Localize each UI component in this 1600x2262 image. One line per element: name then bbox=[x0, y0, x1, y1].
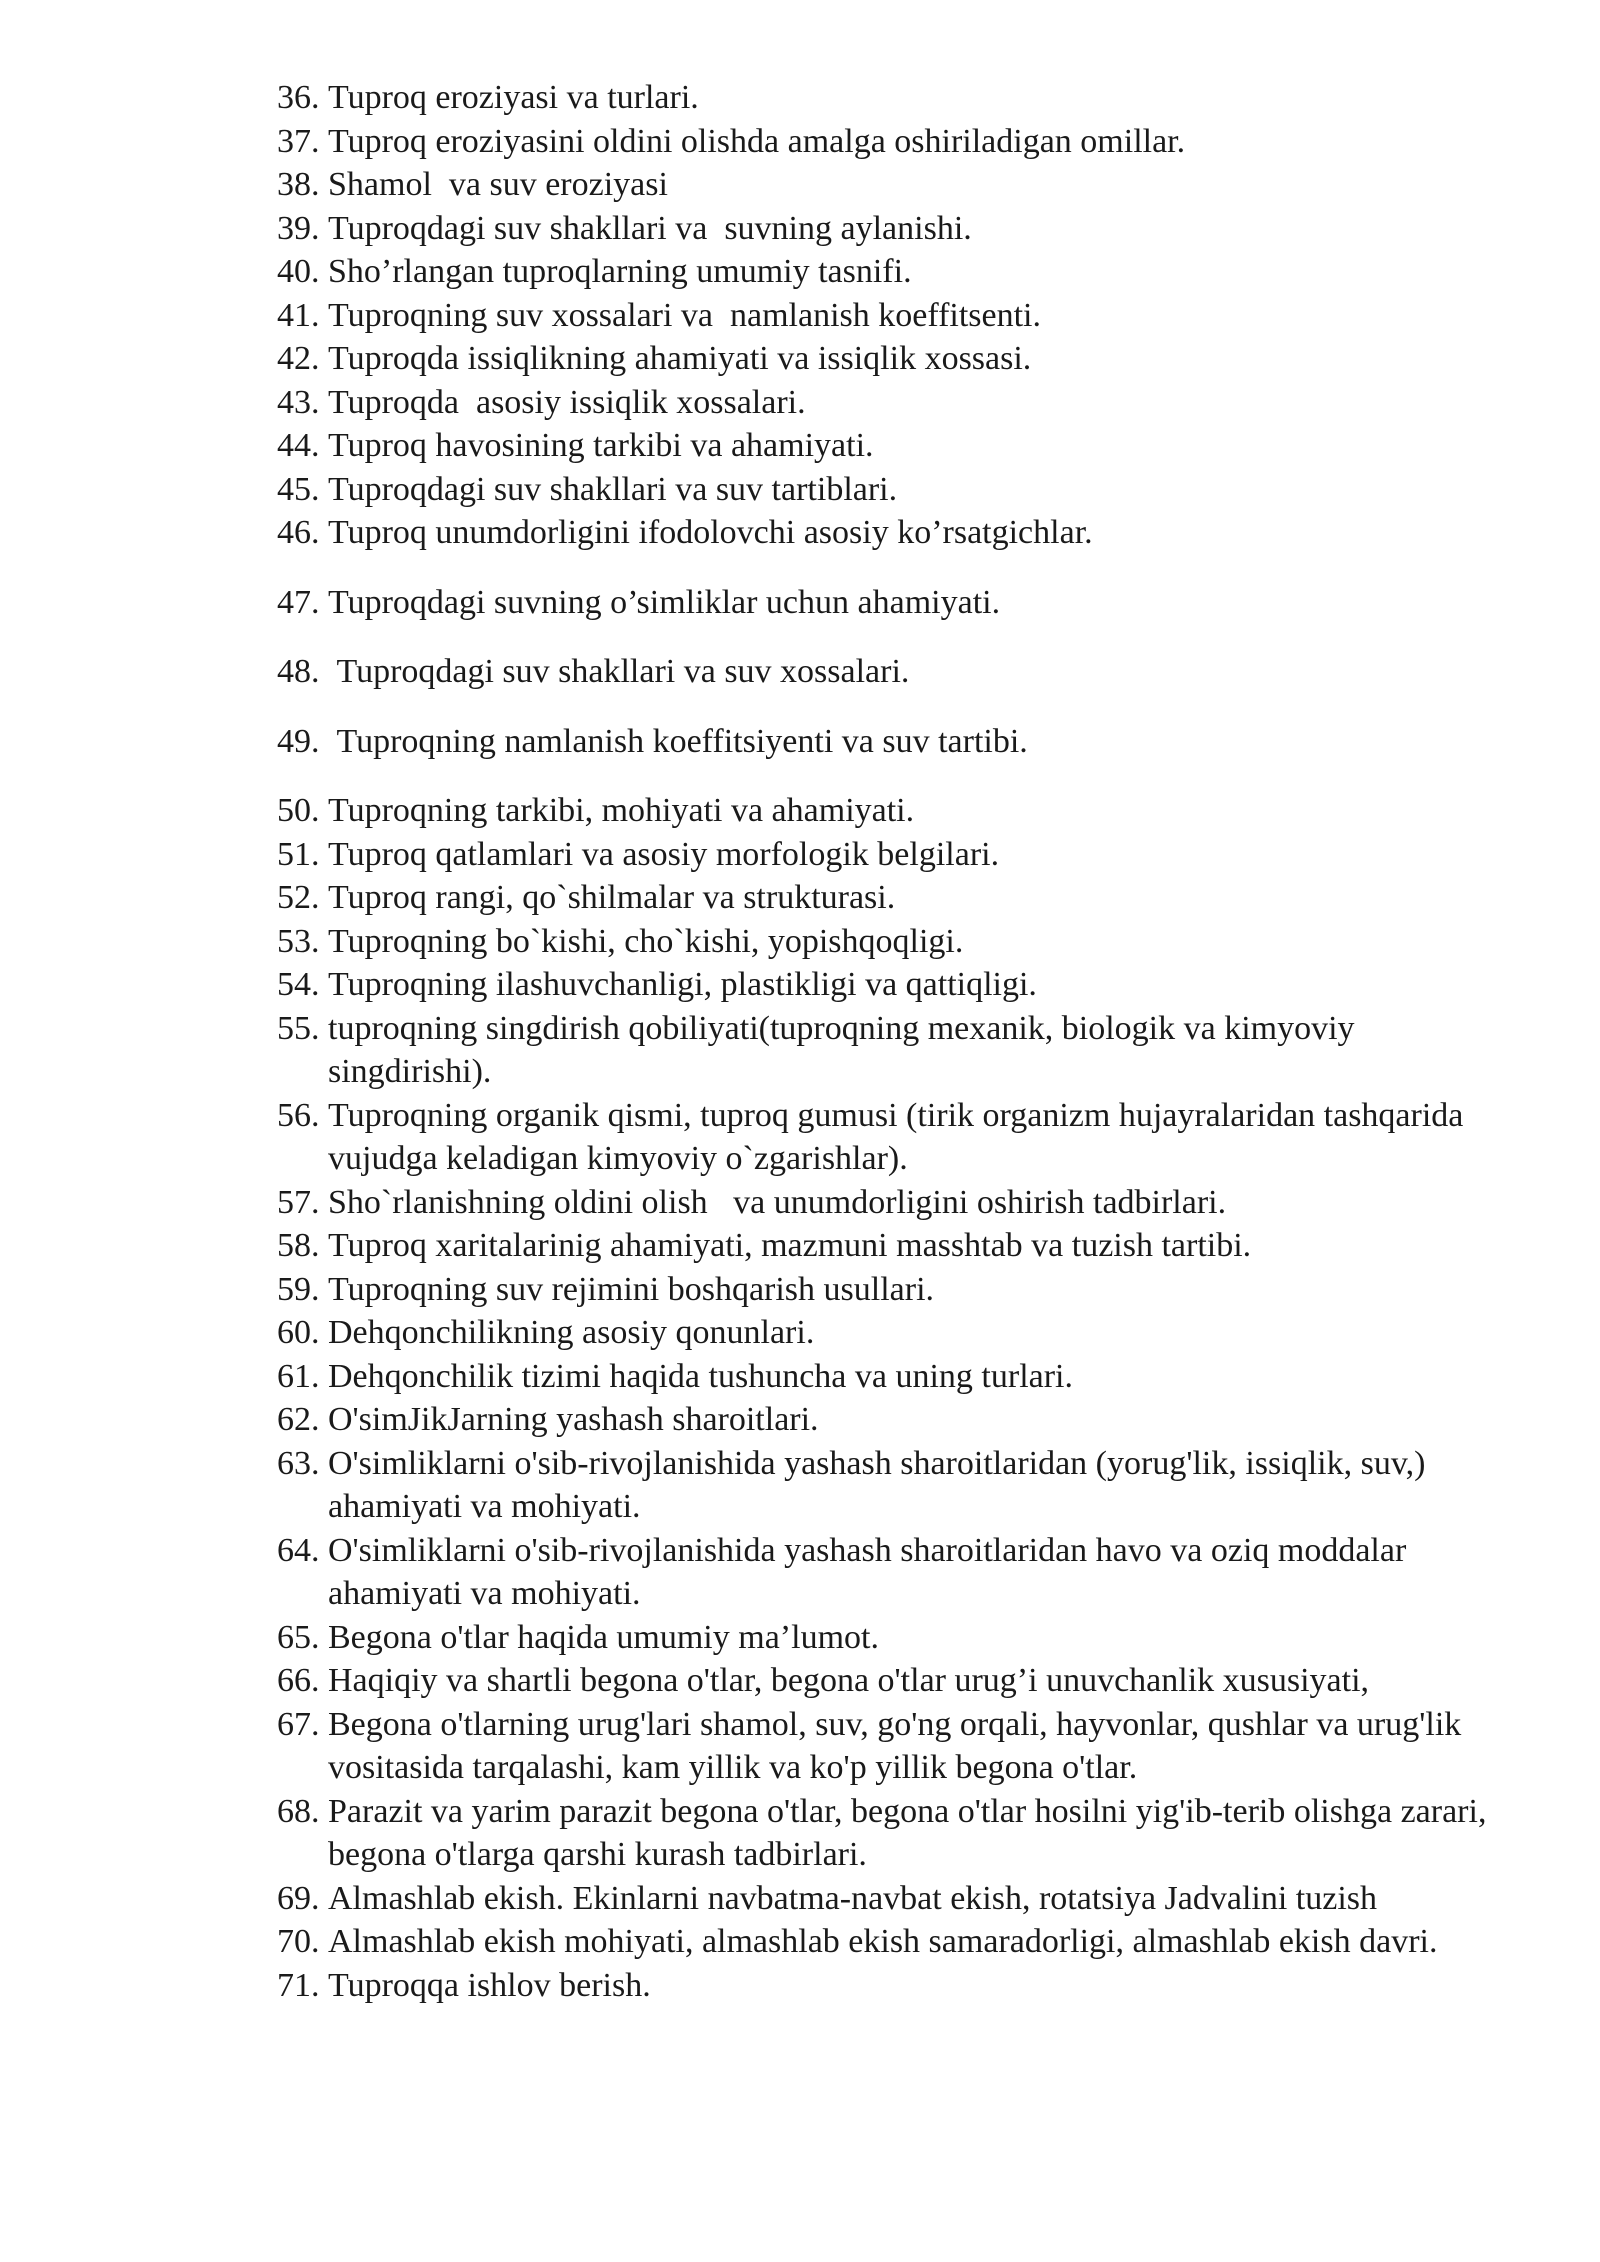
item-number: 62. bbox=[277, 1401, 320, 1438]
list-item bbox=[277, 1094, 1517, 1181]
item-number: 68. bbox=[277, 1792, 320, 1830]
item-number: 36. bbox=[277, 79, 320, 116]
item-text: O'simJikJarning yashash sharoitlari. bbox=[328, 1401, 819, 1438]
list-item bbox=[277, 1442, 1517, 1529]
item-text: O'simliklarni o'sib-rivojlanishida yashash sharoitlaridan (yorug'lik, issiqlik, suv,) ahamiyati va mohiyati. bbox=[328, 1444, 1434, 1525]
item-text: Dehqonchilikning asosiy qonunlari. bbox=[328, 1314, 815, 1351]
list-item bbox=[277, 207, 1517, 251]
item-text: Shamol va suv eroziyasi bbox=[328, 166, 668, 203]
list-item bbox=[277, 76, 1517, 120]
item-text: Tuproqqa ishlov berish. bbox=[328, 1966, 651, 2004]
list-item bbox=[277, 789, 1517, 833]
item-number: 50. bbox=[277, 792, 320, 829]
item-number: 66. bbox=[277, 1662, 320, 1699]
list-item bbox=[277, 1964, 1517, 2008]
list-item bbox=[277, 294, 1517, 338]
item-number: 40. bbox=[277, 253, 320, 290]
item-text: Begona o'tlarning urug'lari shamol, suv, go'ng orqali, hayvonlar, qushlar va urug'lik vositasida tarqalashi, kam yillik va ko'p yillik begona o'tlar. bbox=[328, 1705, 1470, 1786]
item-number: 57. bbox=[277, 1183, 320, 1221]
list-item bbox=[277, 1398, 1517, 1442]
item-text: Tuproq qatlamlari va asosiy morfologik belgilari. bbox=[328, 835, 1000, 873]
item-text: Tuproq eroziyasi va turlari. bbox=[328, 79, 699, 116]
item-number: 38. bbox=[277, 166, 320, 203]
item-text: Tuproq xaritalarinig ahamiyati, mazmuni masshtab va tuzish tartibi. bbox=[328, 1227, 1252, 1264]
list-item bbox=[277, 650, 1517, 694]
list-item bbox=[277, 720, 1517, 764]
item-number: 58. bbox=[277, 1227, 320, 1264]
item-text: Dehqonchilik tizimi haqida tushuncha va uning turlari. bbox=[328, 1357, 1073, 1395]
item-number: 37. bbox=[277, 122, 320, 160]
item-text: Tuproq rangi, qo`shilmalar va strukturasi. bbox=[328, 879, 896, 916]
item-text: Haqiqiy va shartli begona o'tlar, begona o'tlar urug’i unuvchanlik xususiyati, bbox=[328, 1662, 1370, 1699]
list-item bbox=[277, 963, 1517, 1007]
item-number: 43. bbox=[277, 383, 320, 421]
item-number: 67. bbox=[277, 1705, 320, 1743]
item-number: 39. bbox=[277, 209, 320, 247]
list-item bbox=[277, 581, 1517, 625]
item-number: 65. bbox=[277, 1618, 320, 1656]
list-item bbox=[277, 1616, 1517, 1660]
item-number: 45. bbox=[277, 470, 320, 508]
item-text: Tuproq unumdorligini ifodolovchi asosiy ko’rsatgichlar. bbox=[328, 514, 1093, 551]
list-item bbox=[277, 381, 1517, 425]
item-number: 70. bbox=[277, 1923, 320, 1960]
question-list bbox=[277, 76, 1517, 2007]
list-item bbox=[277, 511, 1517, 555]
list-item bbox=[277, 1224, 1517, 1268]
list-item bbox=[277, 424, 1517, 468]
item-text: Tuproqdagi suv shakllari va suv tartiblari. bbox=[328, 470, 898, 508]
item-number: 69. bbox=[277, 1879, 320, 1917]
item-text: Tuproqning bo`kishi, cho`kishi, yopishqoqligi. bbox=[328, 922, 964, 960]
list-item bbox=[277, 1355, 1517, 1399]
item-text: Tuproq havosining tarkibi va ahamiyati. bbox=[328, 427, 874, 464]
item-text: Tuproqdagi suv shakllari va suv xossalari. bbox=[328, 653, 910, 690]
list-item bbox=[277, 1659, 1517, 1703]
item-number: 49. bbox=[277, 722, 320, 760]
list-item bbox=[277, 1181, 1517, 1225]
item-text: Tuproqning suv rejimini boshqarish usullari. bbox=[328, 1270, 935, 1308]
item-number: 41. bbox=[277, 296, 320, 334]
item-number: 64. bbox=[277, 1531, 320, 1569]
list-item bbox=[277, 876, 1517, 920]
item-text: Tuproq eroziyasini oldini olishda amalga oshiriladigan omillar. bbox=[328, 122, 1186, 160]
list-item bbox=[277, 163, 1517, 207]
item-text: Almashlab ekish. Ekinlarni navbatma-navbat ekish, rotatsiya Jadvalini tuzish bbox=[328, 1879, 1378, 1917]
item-text: Tuproqda asosiy issiqlik xossalari. bbox=[328, 383, 806, 421]
item-text: Tuproqning suv xossalari va namlanish koeffitsenti. bbox=[328, 296, 1042, 334]
list-item bbox=[277, 920, 1517, 964]
list-item bbox=[277, 250, 1517, 294]
item-number: 44. bbox=[277, 427, 320, 464]
item-text: Begona o'tlar haqida umumiy ma’lumot. bbox=[328, 1618, 879, 1656]
item-text: Tuproqdagi suvning o’simliklar uchun ahamiyati. bbox=[328, 583, 1001, 621]
item-number: 52. bbox=[277, 879, 320, 916]
item-number: 46. bbox=[277, 514, 320, 551]
item-text: tuproqning singdirish qobiliyati(tuproqning mexanik, biologik va kimyoviy singdirishi). bbox=[328, 1009, 1364, 1090]
list-item bbox=[277, 1920, 1517, 1964]
list-item bbox=[277, 468, 1517, 512]
item-text: Tuproqning ilashuvchanligi, plastikligi va qattiqligi. bbox=[328, 966, 1037, 1003]
item-number: 71. bbox=[277, 1966, 320, 2004]
item-number: 53. bbox=[277, 922, 320, 960]
list-item bbox=[277, 1268, 1517, 1312]
list-item bbox=[277, 1877, 1517, 1921]
item-text: Tuproqning tarkibi, mohiyati va ahamiyati. bbox=[328, 792, 915, 829]
item-text: Sho`rlanishning oldini olish va unumdorligini oshirish tadbirlari. bbox=[328, 1183, 1227, 1221]
item-number: 59. bbox=[277, 1270, 320, 1308]
item-number: 47. bbox=[277, 583, 320, 621]
item-text: Almashlab ekish mohiyati, almashlab ekish samaradorligi, almashlab ekish davri. bbox=[328, 1923, 1438, 1960]
list-item bbox=[277, 1529, 1517, 1616]
item-number: 56. bbox=[277, 1096, 320, 1134]
item-text: Tuproqdagi suv shakllari va suvning aylanishi. bbox=[328, 209, 972, 247]
item-text: Tuproqda issiqlikning ahamiyati va issiqlik xossasi. bbox=[328, 340, 1032, 377]
list-item bbox=[277, 120, 1517, 164]
list-item bbox=[277, 1007, 1517, 1094]
item-number: 54. bbox=[277, 966, 320, 1003]
item-number: 61. bbox=[277, 1357, 320, 1395]
item-text: Sho’rlangan tuproqlarning umumiy tasnifi. bbox=[328, 253, 912, 290]
item-number: 55. bbox=[277, 1009, 320, 1047]
item-text: Tuproqning organik qismi, tuproq gumusi (tirik organizm hujayralaridan tashqarida vujudga keladigan kimyoviy o`zgarishlar). bbox=[328, 1096, 1472, 1177]
list-item bbox=[277, 1311, 1517, 1355]
list-item bbox=[277, 1703, 1517, 1790]
list-item bbox=[277, 833, 1517, 877]
item-number: 42. bbox=[277, 340, 320, 377]
item-text: O'simliklarni o'sib-rivojlanishida yashash sharoitlaridan havo va oziq moddalar ahamiyati va mohiyati. bbox=[328, 1531, 1415, 1612]
item-number: 48. bbox=[277, 653, 320, 690]
item-number: 51. bbox=[277, 835, 320, 873]
item-text: Parazit va yarim parazit begona o'tlar, begona o'tlar hosilni yig'ib-terib olishga zarari, begona o'tlarga qarshi kurash tadbirlari. bbox=[328, 1792, 1495, 1873]
item-number: 60. bbox=[277, 1314, 320, 1351]
item-text: Tuproqning namlanish koeffitsiyenti va suv tartibi. bbox=[328, 722, 1028, 760]
item-number: 63. bbox=[277, 1444, 320, 1482]
list-item bbox=[277, 337, 1517, 381]
list-item bbox=[277, 1790, 1517, 1877]
